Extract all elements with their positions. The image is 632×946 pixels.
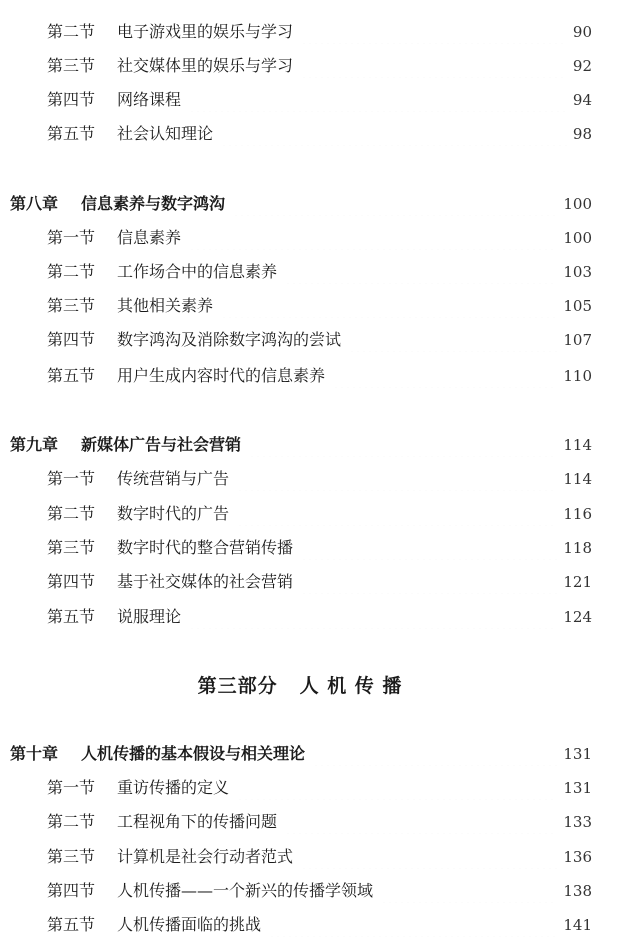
section-number: 第四节: [47, 881, 96, 900]
toc-chapter-entry[interactable]: [10, 742, 592, 766]
toc-section-entry[interactable]: [10, 20, 592, 44]
section-number: 第三节: [47, 296, 96, 315]
page-number: 100: [563, 195, 592, 213]
section-title: 社交媒体里的娱乐与学习: [117, 56, 294, 75]
page-number: 121: [563, 573, 592, 591]
section-number: 第二节: [47, 22, 96, 41]
section-number: 第一节: [47, 469, 96, 488]
page-number: 107: [563, 331, 592, 349]
page-number: 105: [563, 297, 592, 315]
page-number: 103: [563, 263, 592, 281]
toc-section-entry[interactable]: [10, 502, 592, 526]
section-title: 工程视角下的传播问题: [117, 812, 278, 831]
dot-leader: [189, 605, 557, 629]
dot-leader: [189, 88, 567, 112]
dot-leader: [285, 260, 557, 284]
toc-section-entry[interactable]: [10, 776, 592, 800]
dot-leader: [285, 810, 557, 834]
dot-leader: [269, 913, 557, 937]
page-number: 124: [563, 608, 592, 626]
dot-leader: [221, 294, 557, 318]
section-number: 第一节: [47, 228, 96, 247]
dot-leader: [301, 536, 557, 560]
page-number: 131: [563, 779, 592, 797]
section-title: 数字时代的广告: [117, 504, 230, 523]
section-title: 重访传播的定义: [117, 778, 230, 797]
section-number: 第五节: [47, 124, 96, 143]
dot-leader: [313, 742, 557, 766]
chapter-title: 新媒体广告与社会营销: [81, 435, 242, 454]
section-title: 数字时代的整合营销传播: [117, 538, 294, 557]
toc-section-entry[interactable]: [10, 54, 592, 78]
part-label: 第三部分: [197, 675, 278, 697]
page-number: 131: [563, 745, 592, 763]
toc-section-entry[interactable]: [10, 122, 592, 146]
dot-leader: [301, 20, 567, 44]
page-number: 138: [563, 882, 592, 900]
chapter-title: 信息素养与数字鸿沟: [81, 194, 226, 213]
dot-leader: [221, 122, 567, 146]
section-title: 说服理论: [117, 607, 182, 626]
dot-leader: [301, 570, 557, 594]
section-number: 第四节: [47, 90, 96, 109]
toc-section-entry[interactable]: [10, 226, 592, 250]
page-number: 94: [572, 91, 592, 109]
toc-section-entry[interactable]: [10, 605, 592, 629]
section-number: 第二节: [47, 812, 96, 831]
dot-leader: [333, 364, 557, 388]
dot-leader: [233, 192, 557, 216]
page-number: 114: [563, 436, 592, 454]
toc-section-entry[interactable]: [10, 294, 592, 318]
toc-chapter-entry[interactable]: [10, 433, 592, 457]
chapter-number: 第八章: [10, 194, 59, 213]
section-number: 第二节: [47, 504, 96, 523]
section-title: 人机传播——一个新兴的传播学领域: [117, 881, 374, 900]
page-number: 110: [563, 367, 592, 385]
page-number: 90: [572, 23, 592, 41]
section-title: 其他相关素养: [117, 296, 214, 315]
chapter-number: 第九章: [10, 435, 59, 454]
dot-leader: [249, 433, 557, 457]
section-title: 基于社交媒体的社会营销: [117, 572, 294, 591]
part-heading: [0, 671, 600, 701]
section-number: 第三节: [47, 56, 96, 75]
dot-leader: [237, 467, 557, 491]
dot-leader: [237, 502, 557, 526]
section-title: 数字鸿沟及消除数字鸿沟的尝试: [117, 330, 342, 349]
toc-chapter-entry[interactable]: [10, 192, 592, 216]
toc-section-entry[interactable]: [10, 810, 592, 834]
section-number: 第五节: [47, 915, 96, 934]
page-number: 116: [563, 505, 592, 523]
part-title: 人 机 传 播: [299, 675, 403, 697]
section-number: 第五节: [47, 366, 96, 385]
toc-section-entry[interactable]: [10, 879, 592, 903]
page-number: 118: [563, 539, 592, 557]
page-number: 114: [563, 470, 592, 488]
dot-leader: [189, 226, 557, 250]
section-number: 第三节: [47, 847, 96, 866]
section-title: 网络课程: [117, 90, 182, 109]
section-number: 第三节: [47, 538, 96, 557]
page-number: 100: [563, 229, 592, 247]
toc-section-entry[interactable]: [10, 260, 592, 284]
dot-leader: [301, 54, 567, 78]
toc-section-entry[interactable]: [10, 570, 592, 594]
chapter-number: 第十章: [10, 744, 59, 763]
section-title: 用户生成内容时代的信息素养: [117, 366, 326, 385]
section-title: 社会认知理论: [117, 124, 214, 143]
section-number: 第四节: [47, 572, 96, 591]
page-number: 92: [572, 57, 592, 75]
dot-leader: [301, 845, 557, 869]
section-title: 计算机是社会行动者范式: [117, 847, 294, 866]
toc-section-entry[interactable]: [10, 364, 592, 388]
section-title: 电子游戏里的娱乐与学习: [117, 22, 294, 41]
dot-leader: [381, 879, 557, 903]
section-number: 第五节: [47, 607, 96, 626]
section-title: 传统营销与广告: [117, 469, 230, 488]
section-title: 工作场合中的信息素养: [117, 262, 278, 281]
dot-leader: [349, 328, 557, 352]
section-number: 第二节: [47, 262, 96, 281]
toc-section-entry[interactable]: [10, 467, 592, 491]
toc-section-entry[interactable]: [10, 913, 592, 937]
chapter-title: 人机传播的基本假设与相关理论: [81, 744, 306, 763]
toc-section-entry[interactable]: [10, 328, 592, 352]
dot-leader: [237, 776, 557, 800]
page-number: 133: [563, 813, 592, 831]
page-number: 136: [563, 848, 592, 866]
page-number: 141: [563, 916, 592, 934]
page-number: 98: [572, 125, 592, 143]
toc-section-entry[interactable]: [10, 88, 592, 112]
section-title: 信息素养: [117, 228, 182, 247]
section-number: 第一节: [47, 778, 96, 797]
section-title: 人机传播面临的挑战: [117, 915, 262, 934]
toc-section-entry[interactable]: [10, 536, 592, 560]
toc-section-entry[interactable]: [10, 845, 592, 869]
section-number: 第四节: [47, 330, 96, 349]
